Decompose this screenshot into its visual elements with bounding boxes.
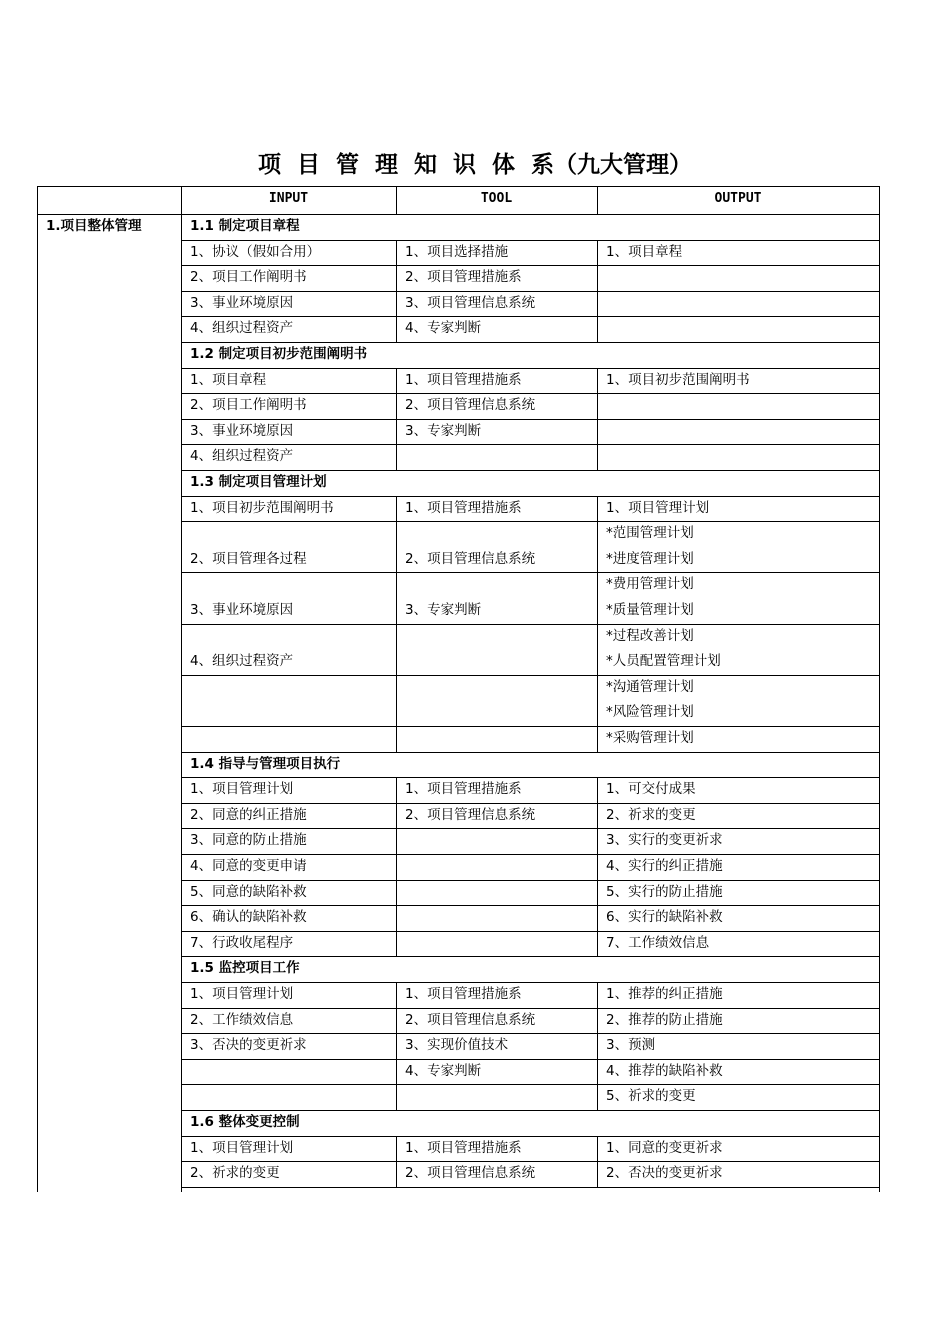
row-separator [181,675,879,676]
input-cell: 1、项目管理计划 [190,1139,294,1156]
output-cell: 4、推荐的缺陷补救 [606,1062,723,1079]
table-border-top [37,186,880,187]
tool-cell: 4、专家判断 [405,320,482,337]
header-divider [597,186,598,214]
output-cell: *沟通管理计划 [606,678,694,695]
output-cell: *人员配置管理计划 [606,653,721,670]
section-title: 1.2 制定项目初步范围阐明书 [190,346,368,362]
column-divider [396,496,397,752]
output-cell: 5、祈求的变更 [606,1088,696,1105]
tool-cell: 2、项目管理信息系统 [405,1165,536,1182]
row-separator [181,880,879,881]
output-cell: 3、预测 [606,1037,656,1054]
output-cell: 1、同意的变更祈求 [606,1139,723,1156]
tool-cell: 2、项目管理措施系 [405,269,522,286]
tool-cell: 1、项目选择措施 [405,243,509,260]
row-separator [181,624,879,625]
input-cell: 2、项目工作阐明书 [190,269,307,286]
output-cell: 1、推荐的纠正措施 [606,986,723,1002]
row-separator [181,803,879,804]
column-divider [396,368,397,470]
tool-cell: 3、专家判断 [405,602,482,618]
output-cell: *质量管理计划 [606,602,694,618]
column-divider [597,240,598,342]
column-header-input: INPUT [268,191,309,206]
output-cell: 2、祈求的变更 [606,806,696,823]
output-cell: 4、实行的纠正措施 [606,858,723,874]
input-cell: 7、行政收尾程序 [190,934,294,951]
output-cell: 5、实行的防止措施 [606,883,723,900]
output-cell: *范围管理计划 [606,525,694,542]
column-divider [597,777,598,956]
row-separator [181,1084,879,1085]
tool-cell: 2、项目管理信息系统 [405,1011,536,1028]
output-cell: 1、项目初步范围阐明书 [606,371,750,388]
input-cell: 1、项目章程 [190,371,267,388]
output-cell: 6、实行的缺陷补救 [606,909,723,926]
column-divider [396,777,397,956]
output-cell: *采购管理计划 [606,730,694,746]
input-cell: 4、组织过程资产 [190,320,294,337]
row-separator [181,905,879,906]
section-title: 1.5 监控项目工作 [190,960,300,977]
section-title: 1.1 制定项目章程 [190,218,300,234]
row-separator [181,572,879,573]
row-separator [181,726,879,727]
row-separator [181,393,879,394]
output-cell: *风险管理计划 [606,704,694,721]
input-cell: 4、组织过程资产 [190,448,294,465]
table-border-right [879,186,880,1192]
column-divider [597,982,598,1110]
column-header-tool: TOOL [480,191,513,206]
row-separator [181,1187,879,1188]
output-cell: 1、可交付成果 [606,781,696,798]
tool-cell: 3、项目管理信息系统 [405,294,536,311]
column-divider [597,368,598,470]
column-divider [396,982,397,1110]
input-cell: 1、项目管理计划 [190,781,294,798]
output-cell: 7、工作绩效信息 [606,934,710,951]
input-cell: 2、工作绩效信息 [190,1011,294,1028]
tool-cell: 3、实现价值技术 [405,1037,509,1054]
tool-cell: 1、项目管理措施系 [405,781,522,798]
input-cell: 3、事业环境原因 [190,422,294,439]
input-cell: 4、组织过程资产 [190,653,294,670]
column-divider [396,1136,397,1187]
row-separator [181,854,879,855]
row-separator [181,828,879,829]
document-title: 项 目 管 理 知 识 体 系（九大管理） [257,151,693,178]
tool-cell: 2、项目管理信息系统 [405,806,536,823]
row-separator [181,1059,879,1060]
column-header-output: OUTPUT [714,191,762,206]
section-title: 1.6 整体变更控制 [190,1114,300,1130]
input-cell: 2、同意的纠正措施 [190,806,307,823]
input-cell: 1、协议（假如合用） [190,243,321,260]
output-cell: *进度管理计划 [606,550,694,567]
output-cell: *过程改善计划 [606,627,694,644]
table-border-left [37,186,38,1192]
output-cell: 1、项目管理计划 [606,499,710,516]
input-cell: 3、同意的防止措施 [190,832,307,849]
output-cell: 3、实行的变更祈求 [606,832,723,849]
row-separator [181,419,879,420]
section-title: 1.3 制定项目管理计划 [190,474,327,490]
knowledge-table [37,186,879,1192]
input-cell: 3、事业环境原因 [190,294,294,311]
tool-cell: 1、项目管理措施系 [405,986,522,1002]
tool-cell: 3、专家判断 [405,422,482,439]
row-separator [181,1033,879,1034]
tool-cell: 1、项目管理措施系 [405,499,522,516]
tool-cell: 2、项目管理信息系统 [405,397,536,414]
input-cell: 2、祈求的变更 [190,1165,280,1182]
column-divider [597,1136,598,1187]
row-separator [181,265,879,266]
row-separator [181,316,879,317]
input-cell: 1、项目初步范围阐明书 [190,499,334,516]
row-separator [181,521,879,522]
output-cell: *费用管理计划 [606,576,694,593]
tool-cell: 1、项目管理措施系 [405,1139,522,1156]
output-cell: 1、项目章程 [606,243,683,260]
input-cell: 4、同意的变更申请 [190,858,307,874]
input-cell: 6、确认的缺陷补救 [190,909,307,926]
section-title: 1.4 指导与管理项目执行 [190,755,341,772]
header-divider [396,186,397,214]
input-cell: 2、项目工作阐明书 [190,397,307,414]
column-divider [396,240,397,342]
tool-cell: 2、项目管理信息系统 [405,550,536,567]
input-cell: 3、事业环境原因 [190,602,294,618]
output-cell: 2、推荐的防止措施 [606,1011,723,1028]
input-cell: 2、项目管理各过程 [190,550,307,567]
tool-cell: 1、项目管理措施系 [405,371,522,388]
category-label: 1.项目整体管理 [46,218,142,234]
tool-cell: 4、专家判断 [405,1062,482,1079]
column-divider [597,496,598,752]
row-separator [181,1008,879,1009]
input-cell: 3、否决的变更祈求 [190,1037,307,1054]
input-cell: 5、同意的缺陷补救 [190,883,307,900]
row-separator [181,931,879,932]
row-separator [181,291,879,292]
row-separator [181,444,879,445]
output-cell: 2、否决的变更祈求 [606,1165,723,1182]
row-separator [181,1161,879,1162]
input-cell: 1、项目管理计划 [190,986,294,1002]
